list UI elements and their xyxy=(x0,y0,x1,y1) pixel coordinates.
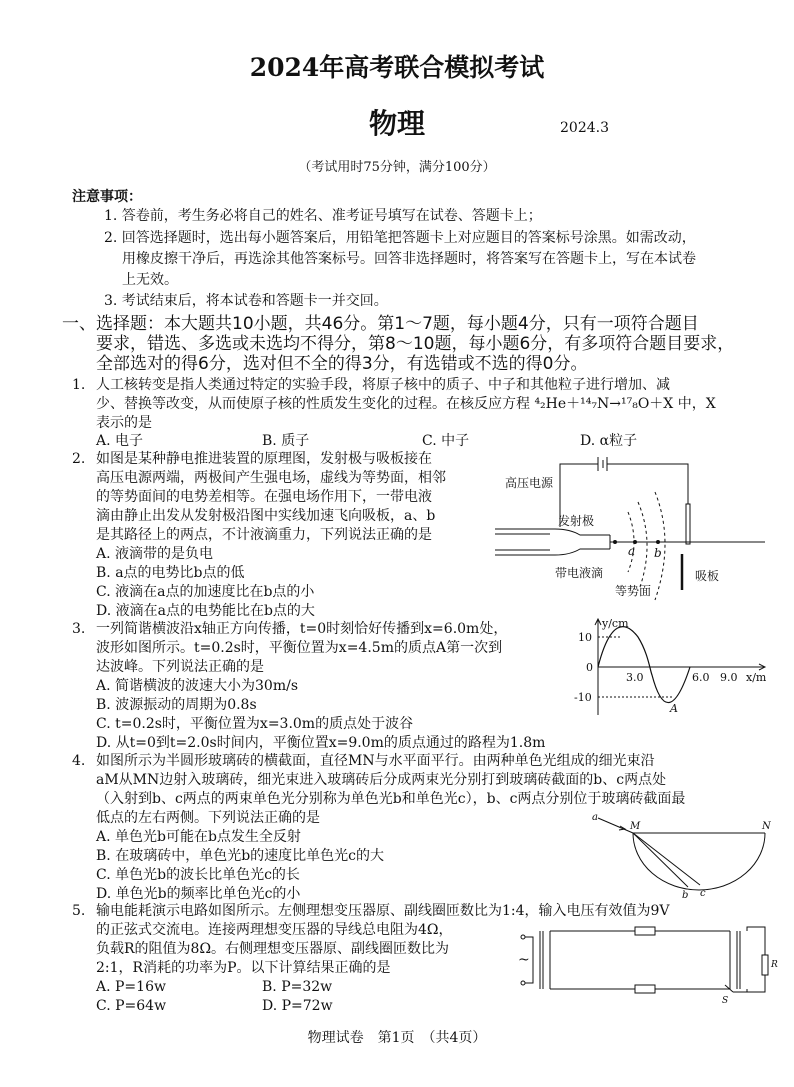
question-text: 是其路径上的两点，不计液滴重力，下列说法正确的是 xyxy=(96,527,432,543)
question-text: 的等势面间的电势差相等。在强电场作用下，一带电液 xyxy=(96,489,432,505)
option: C. 单色光b的波长比单色光c的长 xyxy=(96,867,300,883)
x-tick: 6.0 xyxy=(692,671,710,684)
notice-heading: 注意事项： xyxy=(72,189,142,205)
label-M: M xyxy=(630,821,641,832)
section-heading: 全部选对的得6分，选对但不全的得3分，有选错或不选的得0分。 xyxy=(96,354,588,374)
label-c: c xyxy=(700,888,706,899)
question-text: 表示的是 xyxy=(96,415,152,431)
question-text: 如图所示为半圆形玻璃砖的横截面，直径MN与水平面平行。由两种单色光组成的细光束沿 xyxy=(96,753,655,769)
option: B. 质子 xyxy=(262,433,310,449)
question-number: 4. xyxy=(72,753,86,769)
section-heading: 一、选择题：本大题共10小题，共46分。第1～7题，每小题4分，只有一项符合题目 xyxy=(62,314,699,334)
question-text: 如图是某种静电推进装置的原理图，发射极与吸板接在 xyxy=(96,451,432,467)
question-text: 波形如图所示。t=0.2s时，平衡位置为x=4.5m的质点A第一次到 xyxy=(96,640,503,656)
option: B. P=32w xyxy=(262,979,333,995)
electrostatic-thruster-figure xyxy=(490,452,770,602)
option: A. 电子 xyxy=(96,433,144,449)
label-equipotential: 等势面 xyxy=(615,584,652,598)
exam-date: 2024.3 xyxy=(560,120,609,136)
option: D. P=72w xyxy=(262,998,333,1014)
question-text: 滴由静止出发从发射极沿图中实线加速飞向吸板，a、b xyxy=(96,508,436,524)
subject-title: 物理 xyxy=(368,107,425,140)
question-text: 人工核转变是指人类通过特定的实验手段，将原子核中的质子、中子和其他粒子进行增加、减 xyxy=(96,377,670,393)
semicircle-glass-figure xyxy=(590,811,780,900)
x-axis-label: x/m xyxy=(746,671,767,684)
question-text: 输电能耗演示电路如图所示。左侧理想变压器原、副线圈匝数比为1:4，输入电压有效值为9V xyxy=(96,903,670,919)
label-b: b xyxy=(682,890,689,901)
question-text: 的正弦式交流电。连接两理想变压器的导线总电阻为4Ω， xyxy=(96,922,453,938)
question-text: 高压电源两端，两极间产生强电场，虚线为等势面，相邻 xyxy=(96,470,446,486)
question-text: 2:1，R消耗的功率为P。以下计算结果正确的是 xyxy=(96,960,391,976)
label-b: b xyxy=(654,546,662,560)
label-R: R xyxy=(771,960,778,970)
option: C. 中子 xyxy=(422,433,470,449)
question-text: 一列简谐横波沿x轴正方向传播，t=0时刻恰好传播到x=6.0m处， xyxy=(96,621,508,637)
y-tick: -10 xyxy=(574,691,592,704)
question-text: 少、替换等改变，从而使原子核的性质发生变化的过程。在核反应方程 ⁴₂He＋¹⁴₇N→¹⁷₈O＋X 中，X xyxy=(96,396,716,412)
option: B. 波源振动的周期为0.8s xyxy=(96,697,257,713)
option: A. 简谐横波的波速大小为30m/s xyxy=(96,678,299,694)
notice-item: 2. 回答选择题时，选出每小题答案后，用铅笔把答题卡上对应题目的答案标号涂黑。如需改动， xyxy=(104,230,696,246)
option: B. 在玻璃砖中，单色光b的速度比单色光c的大 xyxy=(96,848,384,864)
question-text: 低点的左右两侧。下列说法正确的是 xyxy=(96,810,320,826)
notice-item: 上无效。 xyxy=(122,272,178,288)
question-text: aM从MN边射入玻璃砖，细光束进入玻璃砖后分成两束光分别打到玻璃砖截面的b、c两点处 xyxy=(96,772,667,788)
y-tick: 10 xyxy=(578,631,592,644)
x-tick: 9.0 xyxy=(720,671,738,684)
option: C. t=0.2s时，平衡位置为x=3.0m的质点处于波谷 xyxy=(96,716,414,732)
transformer-circuit-figure xyxy=(515,925,778,1006)
wave-graph xyxy=(570,615,770,720)
label-droplet: 带电液滴 xyxy=(555,566,604,580)
label-a: a xyxy=(628,544,636,558)
option: A. 液滴带的是负电 xyxy=(96,546,214,562)
question-text: （入射到b、c两点的两束单色光分别称为单色光b和单色光c），b、c两点分别位于玻璃砖截面最 xyxy=(96,791,686,807)
label-S: S xyxy=(722,996,729,1006)
y-axis-label: y/cm xyxy=(602,617,629,630)
question-number: 3. xyxy=(72,621,86,637)
exam-title: 2024年高考联合模拟考试 xyxy=(249,53,545,82)
question-number: 1. xyxy=(72,377,86,393)
option: C. 液滴在a点的加速度比在b点的小 xyxy=(96,584,315,600)
option: A. P=16w xyxy=(96,979,166,995)
option: B. a点的电势比b点的低 xyxy=(96,565,245,581)
ac-source-symbol: ~ xyxy=(518,952,530,968)
label-emitter: 发射极 xyxy=(558,514,595,528)
question-number: 5. xyxy=(72,903,86,919)
option: D. 单色光b的频率比单色光c的小 xyxy=(96,886,301,902)
notice-item: 用橡皮擦干净后，再选涂其他答案标号。回答非选择题时，将答案写在答题卡上，写在本试卷 xyxy=(122,251,696,267)
x-tick: 3.0 xyxy=(626,671,644,684)
question-number: 2. xyxy=(72,451,86,467)
label-source: 高压电源 xyxy=(505,476,554,490)
option: D. 从t=0到t=2.0s时间内，平衡位置x=9.0m的质点通过的路程为1.8m xyxy=(96,735,546,751)
label-plate: 吸板 xyxy=(695,569,720,583)
question-text: 负载R的阻值为8Ω。右侧理想变压器原、副线圈匝数比为 xyxy=(96,941,450,957)
option: A. 单色光b可能在b点发生全反射 xyxy=(96,829,301,845)
page-footer: 物理试卷 第1页 （共4页） xyxy=(307,1030,487,1046)
label-a: a xyxy=(592,812,598,823)
option: D. α粒子 xyxy=(580,433,638,449)
exam-subtitle: （考试用时75分钟，满分100分） xyxy=(298,160,496,175)
notice-item: 3. 考试结束后，将本试卷和答题卡一并交回。 xyxy=(104,293,388,309)
point-label: A xyxy=(670,702,678,715)
question-text: 达波峰。下列说法正确的是 xyxy=(96,659,264,675)
notice-item: 1. 答卷前，考生务必将自己的姓名、准考证号填写在试卷、答题卡上； xyxy=(104,208,542,224)
option: D. 液滴在a点的电势能比在b点的大 xyxy=(96,603,315,619)
y-tick: 0 xyxy=(586,661,593,674)
section-heading: 要求，错选、多选或未选均不得分，第8～10题，每小题6分，有多项符合题目要求， xyxy=(96,334,735,354)
option: C. P=64w xyxy=(96,998,167,1014)
label-N: N xyxy=(762,821,771,832)
